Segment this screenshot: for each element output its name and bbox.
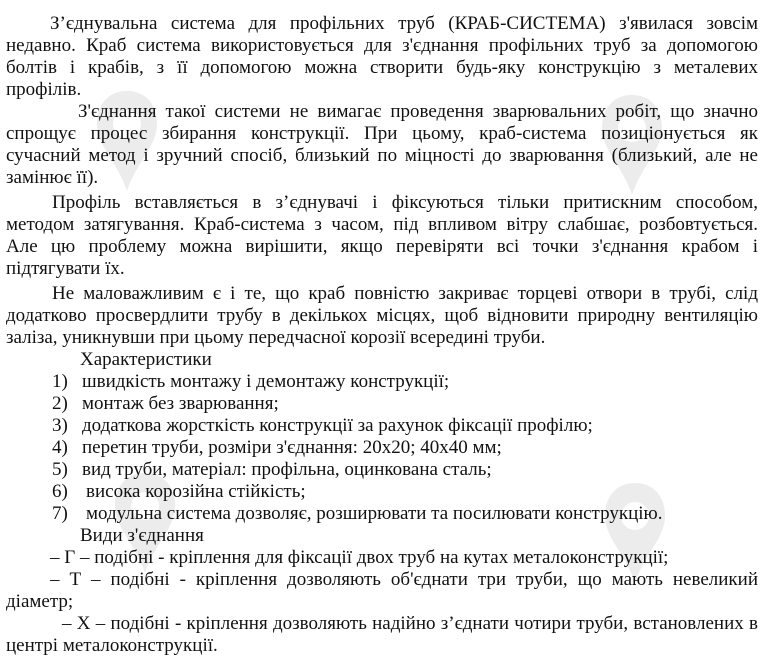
paragraph-3-line-4: підтягувати їх. xyxy=(6,258,125,279)
list-item: монтаж без зварювання; xyxy=(82,393,279,414)
list-item: модульна система дозволяє, розширювати та посилювати конструкцію. xyxy=(86,503,663,524)
list-item-number: 6) xyxy=(52,481,68,502)
list-item-number: 3) xyxy=(52,415,68,436)
paragraph-1-line-4: профілів. xyxy=(6,79,82,100)
connection-t-prefix: – Т – подібні - xyxy=(50,569,196,590)
paragraph-2-line-3: сучасний метод і зручний спосіб, близький по міцності до зварювання (близький, але не xyxy=(6,145,758,166)
paragraph-3-line-3: Але цю проблему можна вирішити, якщо перевіряти всі точки з'єднання крабом і xyxy=(6,236,758,257)
characteristics-heading: Характеристики xyxy=(80,349,212,370)
connection-g-text: кріплення для фіксації двох труб на кутах металоконструкції; xyxy=(169,547,669,568)
connection-x-text: кріплення дозволяють надійно з’єднати чотири труби, встановлених в xyxy=(186,613,758,634)
connection-g xyxy=(50,547,779,569)
list-item-number: 1) xyxy=(52,371,68,392)
list-item: вид труби, матеріал: профільна, оцинкована сталь; xyxy=(82,459,492,480)
paragraph-3-line-1: Профіль вставляється в з’єднувачі і фіксуються тільки притискним способом, xyxy=(52,192,758,213)
connection-t-line-2: діаметр; xyxy=(6,591,74,612)
list-item-number: 7) xyxy=(52,503,68,524)
paragraph-4-line-3: заліза, уникнувши при цьому передчасної корозії всередині труби. xyxy=(6,327,546,348)
connection-t-line-1 xyxy=(50,569,758,591)
paragraph-4-line-2: додатково просвердлити трубу в декількох місцях, щоб відновити природну вентиляцію xyxy=(6,305,758,326)
list-item: перетин труби, розміри з'єднання: 20х20; 40х40 мм; xyxy=(82,437,502,458)
paragraph-2-line-2: спрощує процес збирання конструкції. При цьому, краб-система позиціонується як xyxy=(6,123,758,144)
paragraph-1-line-1: З’єднувальна система для профільних труб (КРАБ-СИСТЕМА) з'явилася зовсім xyxy=(50,13,758,34)
list-item: додаткова жорсткість конструкції за рахунок фіксації профілю; xyxy=(82,415,593,436)
paragraph-3-line-2: методом затягування. Краб-система з часом, під впливом вітру слабшає, розбовтується. xyxy=(6,214,758,235)
paragraph-1-line-3: болтів і крабів, з її допомогою можна створити будь-яку конструкцію з металевих xyxy=(6,57,758,78)
list-item: швидкість монтажу і демонтажу конструкції; xyxy=(82,371,450,392)
list-item-number: 4) xyxy=(52,437,68,458)
connection-x-line-2: центрі металоконструкції. xyxy=(6,635,218,656)
connection-t-text: кріплення дозволяють об'єднати три труби, що мають невеликий xyxy=(195,569,758,590)
list-item: висока корозійна стійкість; xyxy=(86,481,306,502)
paragraph-2-line-4: замінює її). xyxy=(6,167,99,188)
paragraph-1-line-2: недавно. Краб система використовується для з'єднання профільних труб за допомогою xyxy=(6,35,758,56)
connections-heading: Види з'єднання xyxy=(80,525,204,546)
paragraph-4-line-1: Не маловажливим є і те, що краб повністю закриває торцеві отвори в трубі, слід xyxy=(52,283,758,304)
list-item-number: 5) xyxy=(52,459,68,480)
connection-x-prefix: – Х – подібні - xyxy=(62,613,187,634)
connection-g-prefix: – Г – подібні - xyxy=(50,547,170,568)
connection-x-line-1 xyxy=(62,613,758,635)
paragraph-2-line-1: З'єднання такої системи не вимагає проведення зварювальних робіт, що значно xyxy=(78,101,758,122)
list-item-number: 2) xyxy=(52,393,68,414)
